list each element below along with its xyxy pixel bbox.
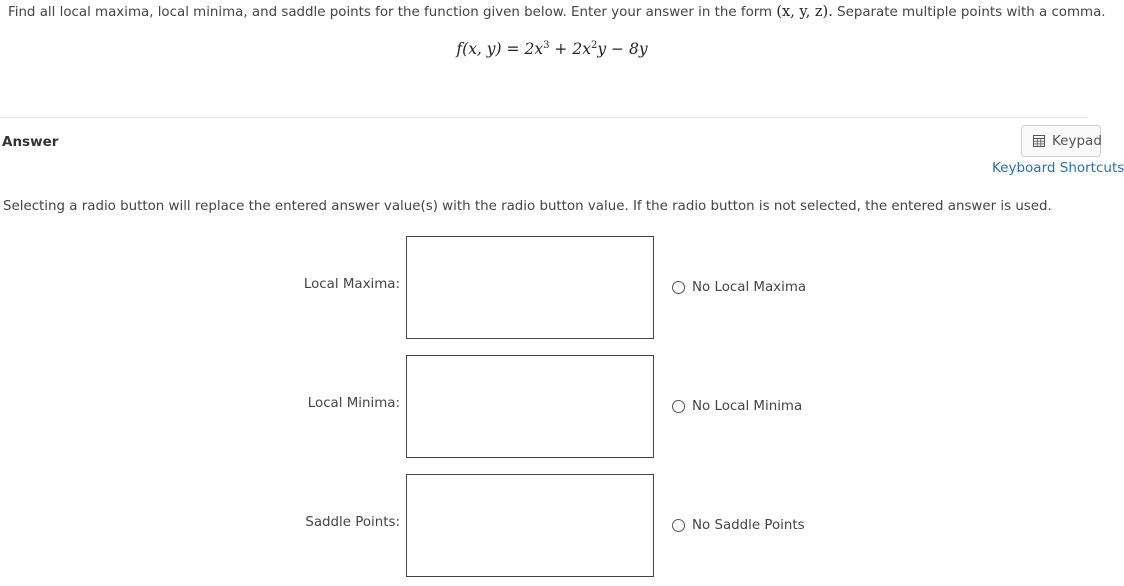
no-local-minima-radio[interactable]: [672, 400, 685, 413]
saddle-points-input[interactable]: [406, 474, 654, 577]
no-saddle-points-option[interactable]: [672, 518, 805, 533]
no-local-maxima-label[interactable]: No Local Maxima: [692, 280, 807, 295]
no-saddle-points-radio[interactable]: [672, 519, 685, 532]
local-minima-label: Local Minima:: [307, 396, 400, 411]
calculator-icon: [1033, 135, 1045, 147]
equation-equals: =: [506, 40, 520, 58]
keyboard-shortcuts-link[interactable]: Keyboard Shortcuts: [992, 160, 1124, 176]
equation-term2-exponent: 2: [590, 40, 598, 51]
keypad-button[interactable]: [1021, 125, 1101, 157]
equation-plus: +: [554, 40, 568, 58]
function-equation: [0, 40, 1088, 58]
answer-form-notation: (x, y, z).: [776, 4, 833, 20]
no-local-minima-label[interactable]: No Local Minima: [692, 399, 803, 414]
equation-term3: 8y: [628, 40, 648, 58]
no-local-maxima-radio[interactable]: [672, 281, 685, 294]
equation-term2-tail: y: [597, 40, 607, 58]
local-maxima-label: Local Maxima:: [303, 277, 400, 292]
no-saddle-points-label[interactable]: No Saddle Points: [692, 518, 805, 533]
equation-term2: 2x: [572, 40, 591, 58]
saddle-points-label: Saddle Points:: [305, 515, 400, 530]
equation-minus: −: [611, 40, 625, 58]
no-local-minima-option[interactable]: [672, 399, 802, 414]
equation-term1-exponent: 3: [543, 40, 550, 51]
no-local-maxima-option[interactable]: [672, 280, 806, 295]
question-instruction: [8, 4, 1106, 20]
radio-note: Selecting a radio button will replace the entered answer value(s) with the radio button value. If the radio button is not selected, the entered answer is used.: [3, 199, 1052, 214]
answer-heading: Answer: [2, 134, 59, 150]
instruction-text: Find all local maxima, local minima, and saddle points for the function given below. Enter your answer in the form: [8, 5, 773, 20]
separator-note: Separate multiple points with a comma.: [837, 5, 1106, 20]
equation-term1: 2x: [524, 40, 544, 58]
local-maxima-input[interactable]: [406, 236, 654, 339]
local-minima-input[interactable]: [406, 355, 654, 458]
equation-lhs: f(x, y): [456, 40, 502, 58]
section-divider: [0, 117, 1088, 118]
keypad-label: Keypad: [1052, 133, 1102, 149]
